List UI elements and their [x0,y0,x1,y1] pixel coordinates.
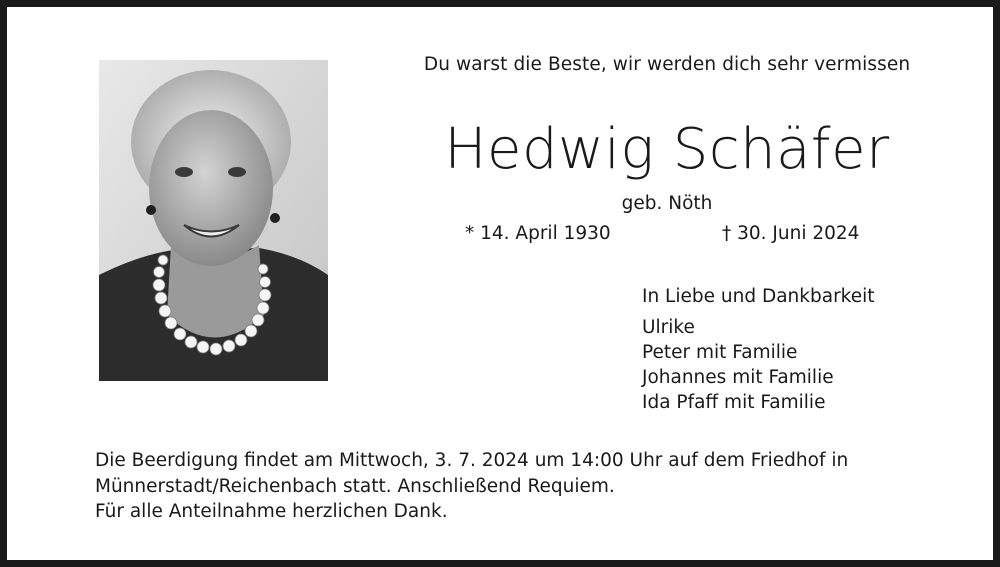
funeral-line: Münnerstadt/Reichenbach statt. Anschließend Requiem. [95,475,615,497]
mourner-name: Peter mit Familie [642,342,798,363]
portrait-image [99,60,328,381]
mourner-name: Ida Pfaff mit Familie [642,392,826,413]
motto: Du warst die Beste, wir werden dich sehr vermissen [423,54,911,75]
mourner-name: Ulrike [642,317,695,338]
maiden-name: geb. Nöth [621,193,713,214]
birth-date: * 14. April 1930 [465,223,611,244]
funeral-line: Die Beerdigung findet am Mittwoch, 3. 7. 2024 um 14:00 Uhr auf dem Friedhof in [95,450,849,471]
funeral-line: Für alle Anteilnahme herzlichen Dank. [95,501,448,522]
death-date: † 30. Juni 2024 [722,223,860,244]
deceased-name: Hedwig Schäfer [444,117,890,182]
mourners-intro: In Liebe und Dankbarkeit [642,286,875,307]
mourners-block [642,284,875,415]
funeral-info [95,448,935,525]
mourner-name: Johannes mit Familie [642,367,834,388]
portrait-photo [99,60,328,381]
